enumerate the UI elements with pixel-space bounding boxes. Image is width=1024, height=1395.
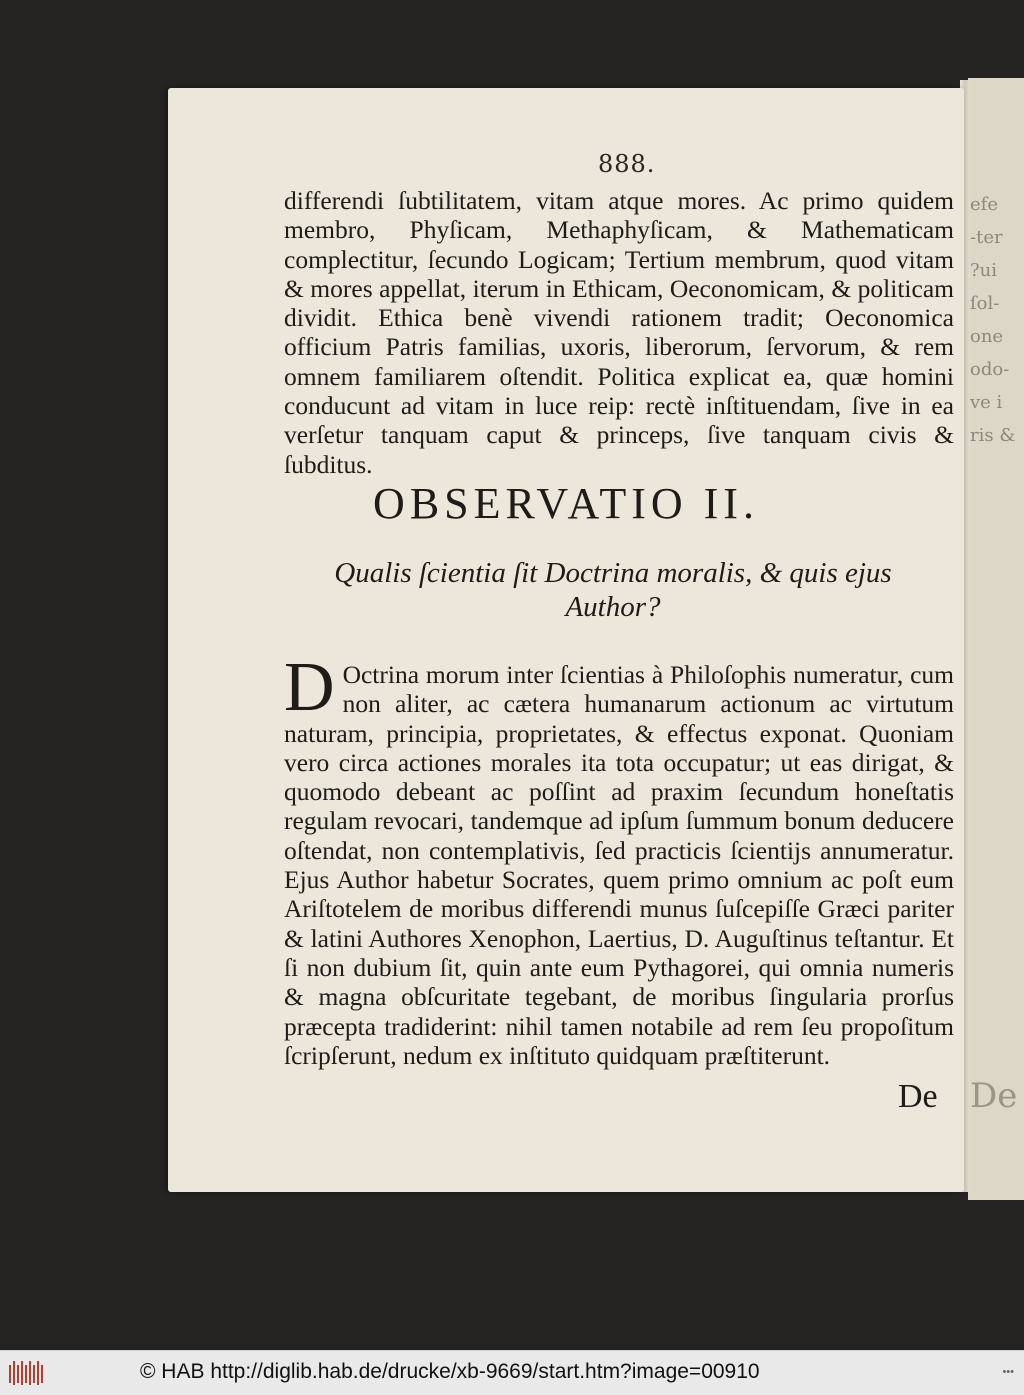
logo-bar: [41, 1365, 43, 1383]
logo-bar: [33, 1365, 35, 1383]
facing-page-edge: [968, 78, 1024, 1200]
section-subheading: Qualis ſcientia ſit Doctrina moralis, & quis ejus Author?: [334, 557, 892, 623]
facing-fragment: efe: [970, 194, 998, 215]
more-dots-icon[interactable]: •••: [1002, 1366, 1014, 1378]
logo-bar: [25, 1365, 27, 1383]
logo-bar: [17, 1365, 19, 1383]
facing-page-fragments: [970, 188, 1024, 452]
facing-fragment: ſol-: [970, 293, 1000, 314]
logo-bar: [21, 1361, 23, 1385]
logo-bar: [9, 1365, 11, 1383]
section-heading: OBSERVATIO II.: [373, 479, 759, 528]
logo-bar: [37, 1361, 39, 1385]
facing-fragment: odo-: [970, 359, 1010, 380]
facing-fragment: ris &: [970, 425, 1016, 446]
logo-bar: [13, 1361, 15, 1385]
viewer-footer: [0, 1350, 1024, 1395]
logo-bar: [29, 1361, 31, 1385]
page-number: 888.: [598, 150, 656, 178]
facing-fragment: ve i: [970, 392, 1003, 413]
facing-catchword: De: [970, 1076, 1018, 1116]
hab-logo-icon: [8, 1359, 44, 1387]
facing-fragment: one: [970, 326, 1004, 347]
copyright-url-text[interactable]: © HAB http://diglib.hab.de/drucke/xb-9669/start.htm?image=00910: [140, 1360, 760, 1383]
drop-cap: D: [284, 649, 335, 726]
paragraph-1: differendi ſubtilitatem, vitam atque mores. Ac primo quidem membro, Phyſicam, Methaphyſicam, & Mathematicam complectitur, ſecundo Logicam; Tertium membrum, quod vitam & mores appellat, iterum in Ethicam, Oeconomicam, & politicam dividit. Ethica benè vivendi rationem tradit; Oeconomica officium Patris familias, uxoris, liberorum, ſervorum, & rem omnem familiarem oſtendit. Politica explicat ea, quæ homini conducunt ad vitam in luce reip: rectè inſtituendam, ſive in ea verſetur tanquam caput & princeps, ſive tanquam civis & ſubditus.: [284, 186, 954, 479]
facing-fragment: ?ui: [970, 260, 997, 281]
paragraph-2-text: Octrina morum inter ſcientias à Philoſophis numeratur, cum non aliter, ac cætera humanarum actionum ac virtutum naturam, principia, proprietates, & effectus exponat. Quoniam vero circa actiones morales ita tota occupatur; ut eas dirigat, & quomodo debeant ac poſſint ad praxim ſecundum honeſtatis regulam revocari, tandemque ad ipſum ſummum bonum deducere oſtendat, non contemplativis, ſed practicis ſcientijs annumeratur. Ejus Author habetur Socrates, quem primo omnium ac poſt eum Ariſtotelem de moribus differendi munus ſuſcepiſſe Græci pariter & latini Authores Xenophon, Laertius, D. Auguſtinus teſtantur. Et ſi non dubium ſit, quin ante eum Pythagorei, qui omnia numeris & magna obſcuritate tegebant, de moribus ſingularia prorſus præcepta tradiderint: nihil tamen notabile ad rem ſeu propoſitum ſcripſerunt, nedum ex inſtituto quidquam præſtiterunt.: [284, 660, 954, 1070]
paragraph-2: [284, 649, 954, 1070]
catchword: De: [898, 1078, 938, 1115]
facing-fragment: -ter: [970, 227, 1003, 248]
book-page: [168, 88, 964, 1192]
